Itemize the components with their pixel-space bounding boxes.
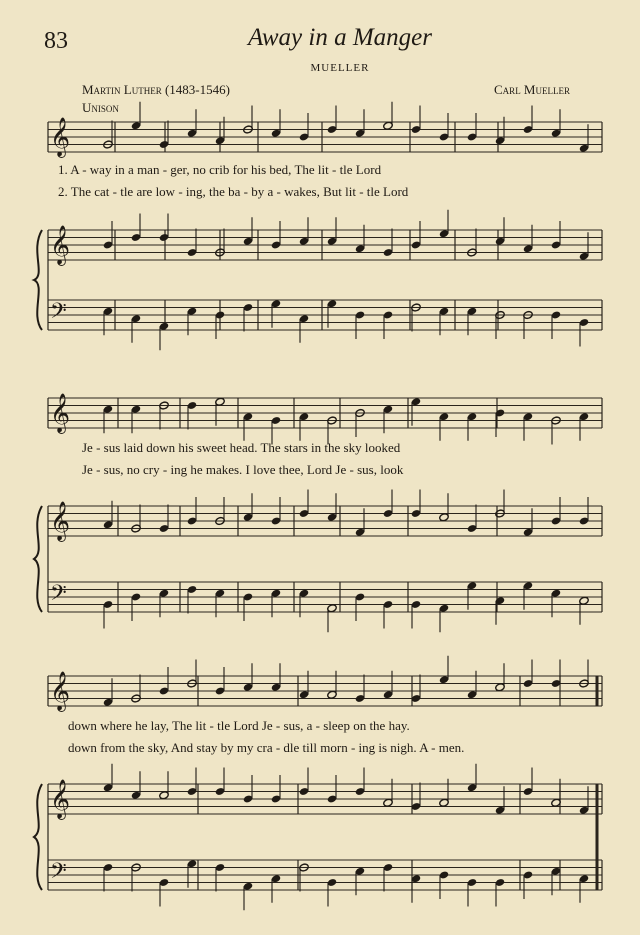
lyric-line-verse2-system2: Je - sus, no cry - ing he makes. I love thee, Lord Je - sus, look	[82, 462, 404, 477]
lyric-line-verse1-system2: Je - sus laid down his sweet head. The stars in the sky looked	[82, 440, 401, 455]
clef-glyph: 𝄢	[50, 299, 67, 329]
clef-glyph: 𝄞	[50, 393, 71, 433]
performance-note: Unison	[82, 100, 119, 115]
tune-name: MUELLER	[310, 62, 370, 74]
lyric-line-verse2-system1: 2. The cat - tle are low - ing, the ba - by a - wakes, But lit - tle Lord	[58, 184, 409, 199]
lyric-line-verse1-system3: down where he lay, The lit - tle Lord Je - sus, a - sleep on the hay.	[68, 718, 410, 733]
clef-glyph: 𝄞	[50, 779, 71, 819]
clef-glyph: 𝄞	[50, 501, 71, 541]
clef-glyph: 𝄢	[50, 581, 67, 611]
staff-brace	[34, 506, 42, 612]
music-credit: Carl Mueller	[494, 82, 570, 97]
words-credit: Martin Luther (1483-1546)	[82, 82, 230, 97]
lyric-line-verse1-system1: 1. A - way in a man - ger, no crib for his bed, The lit - tle Lord	[58, 162, 382, 177]
hymn-title: Away in a Manger	[247, 24, 432, 51]
clef-glyph: 𝄞	[50, 671, 71, 711]
page-number: 83	[44, 28, 68, 54]
staff-brace	[34, 230, 42, 330]
clef-glyph: 𝄞	[50, 117, 71, 157]
clef-glyph: 𝄞	[50, 225, 71, 265]
clef-glyph: 𝄢	[50, 859, 67, 889]
lyric-line-verse2-system3: down from the sky, And stay by my cra - dle till morn - ing is nigh. A - men.	[68, 740, 465, 755]
staff-brace	[34, 784, 42, 890]
